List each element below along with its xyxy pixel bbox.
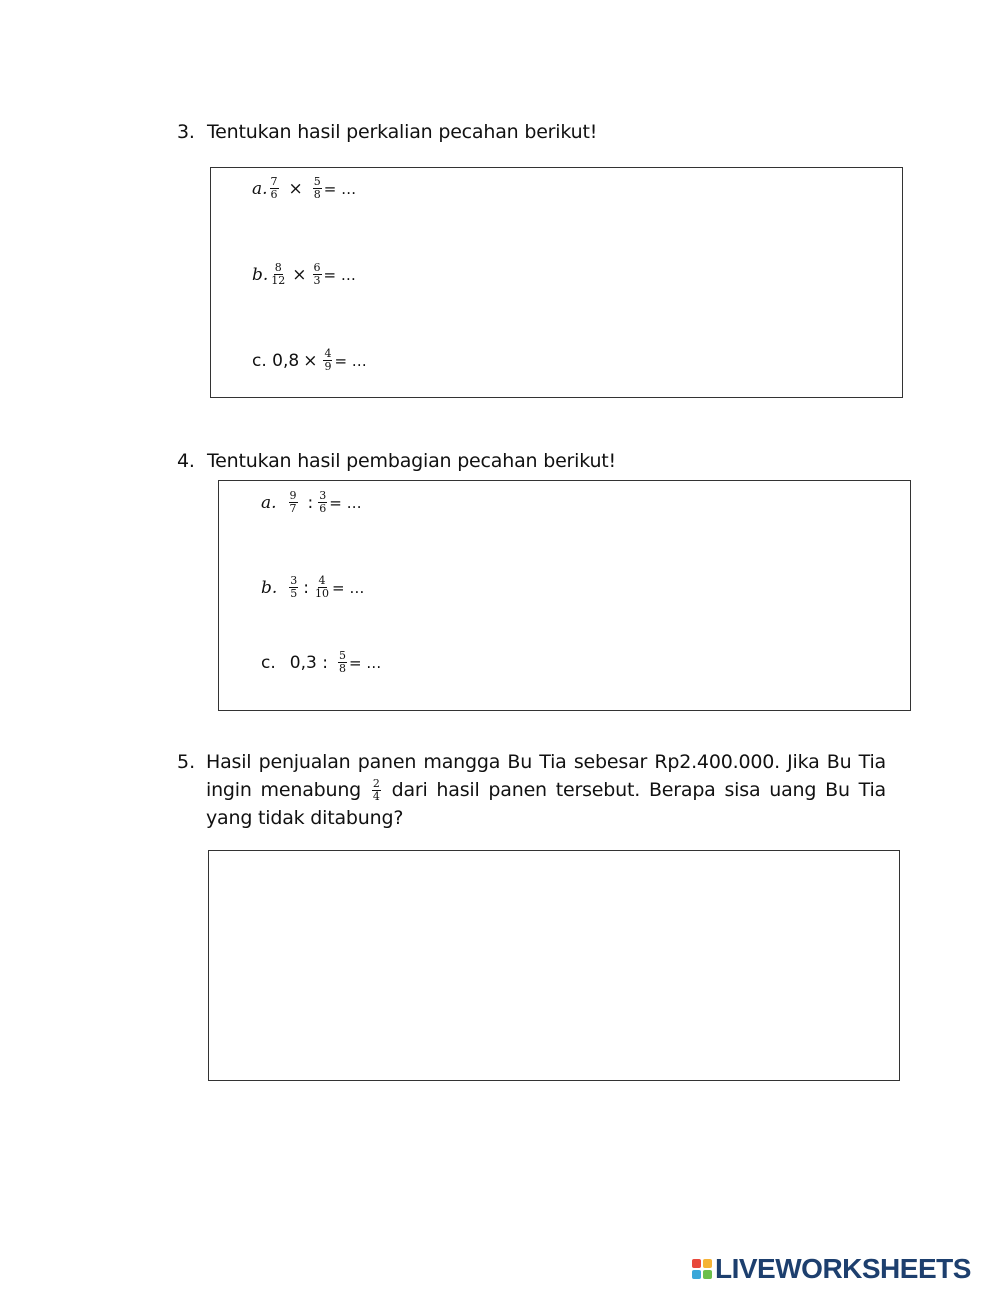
denominator: 9 — [324, 360, 332, 373]
denominator: 3 — [313, 274, 321, 287]
operator: × — [292, 264, 307, 285]
operator: × — [288, 178, 303, 199]
operator: × — [303, 350, 318, 371]
denominator: 6 — [319, 502, 327, 515]
item-label: c. 0,8 — [252, 350, 300, 371]
fraction — [289, 490, 298, 515]
question-number: 3. — [177, 121, 195, 143]
equals-blank: = … — [323, 265, 356, 284]
question-number: 4. — [177, 450, 195, 472]
logo-square — [692, 1259, 701, 1268]
item-label: c. — [261, 652, 276, 673]
q4-item-a — [261, 490, 362, 515]
fraction — [289, 575, 298, 600]
q3-item-a — [252, 176, 356, 201]
question-number: 5. — [177, 751, 196, 773]
q3-item-b — [252, 262, 356, 287]
question-text: Tentukan hasil perkalian pecahan berikut! — [207, 121, 598, 143]
numerator: 4 — [318, 574, 326, 587]
numerator: 7 — [270, 175, 278, 188]
denominator: 10 — [315, 587, 330, 600]
equals-blank: = … — [332, 578, 365, 597]
numerator: 4 — [324, 347, 332, 360]
item-label: a. — [261, 492, 277, 513]
denominator: 6 — [270, 188, 278, 201]
numerator: 2 — [372, 777, 380, 790]
equals-blank: = … — [329, 493, 362, 512]
q4-item-c — [261, 650, 381, 675]
fraction — [270, 176, 279, 201]
question-3-title — [177, 118, 597, 146]
logo-square — [703, 1270, 712, 1279]
denominator: 12 — [271, 274, 286, 287]
item-value: 0,3 : — [289, 652, 328, 673]
fraction — [318, 490, 327, 515]
denominator: 4 — [372, 790, 380, 803]
denominator: 8 — [313, 188, 321, 201]
fraction — [338, 650, 347, 675]
numerator: 8 — [274, 261, 282, 274]
denominator: 7 — [289, 502, 297, 515]
numerator: 3 — [319, 489, 327, 502]
answer-box-5 — [208, 850, 900, 1081]
question-text-part: Hasil penjualan panen mangga Bu Tia sebesar Rp2.400.000. Jika Bu Tia ingin menabung — [206, 751, 886, 801]
question-4-title — [177, 447, 616, 475]
equals-blank: = … — [334, 351, 367, 370]
logo-mark-icon — [692, 1259, 712, 1279]
q3-item-c — [252, 348, 367, 373]
fraction — [313, 262, 322, 287]
fraction — [270, 262, 286, 287]
numerator: 6 — [313, 261, 321, 274]
numerator: 9 — [289, 489, 297, 502]
operator: : — [307, 492, 314, 513]
logo-square — [692, 1270, 701, 1279]
liveworksheets-logo — [692, 1254, 971, 1284]
q4-item-b — [261, 575, 364, 600]
denominator: 8 — [338, 662, 346, 675]
question-5-text — [206, 748, 886, 832]
item-label: a. — [252, 178, 268, 199]
fraction — [323, 348, 332, 373]
numerator: 3 — [290, 574, 298, 587]
brand-name: LIVEWORKSHEETS — [715, 1253, 971, 1284]
item-label: b. — [252, 264, 269, 285]
fraction — [314, 575, 330, 600]
operator: : — [303, 577, 310, 598]
numerator: 5 — [313, 175, 321, 188]
numerator: 5 — [338, 649, 346, 662]
question-text: Tentukan hasil pembagian pecahan berikut! — [207, 450, 616, 472]
equals-blank: = … — [348, 653, 382, 672]
question-text-part: dari hasil panen tersebut. Berapa sisa uang Bu Tia yang tidak ditabung? — [206, 779, 886, 829]
equals-blank: = … — [323, 179, 357, 198]
fraction — [313, 176, 322, 201]
logo-square — [703, 1259, 712, 1268]
fraction — [372, 778, 381, 803]
item-label: b. — [261, 577, 278, 598]
denominator: 5 — [290, 587, 298, 600]
